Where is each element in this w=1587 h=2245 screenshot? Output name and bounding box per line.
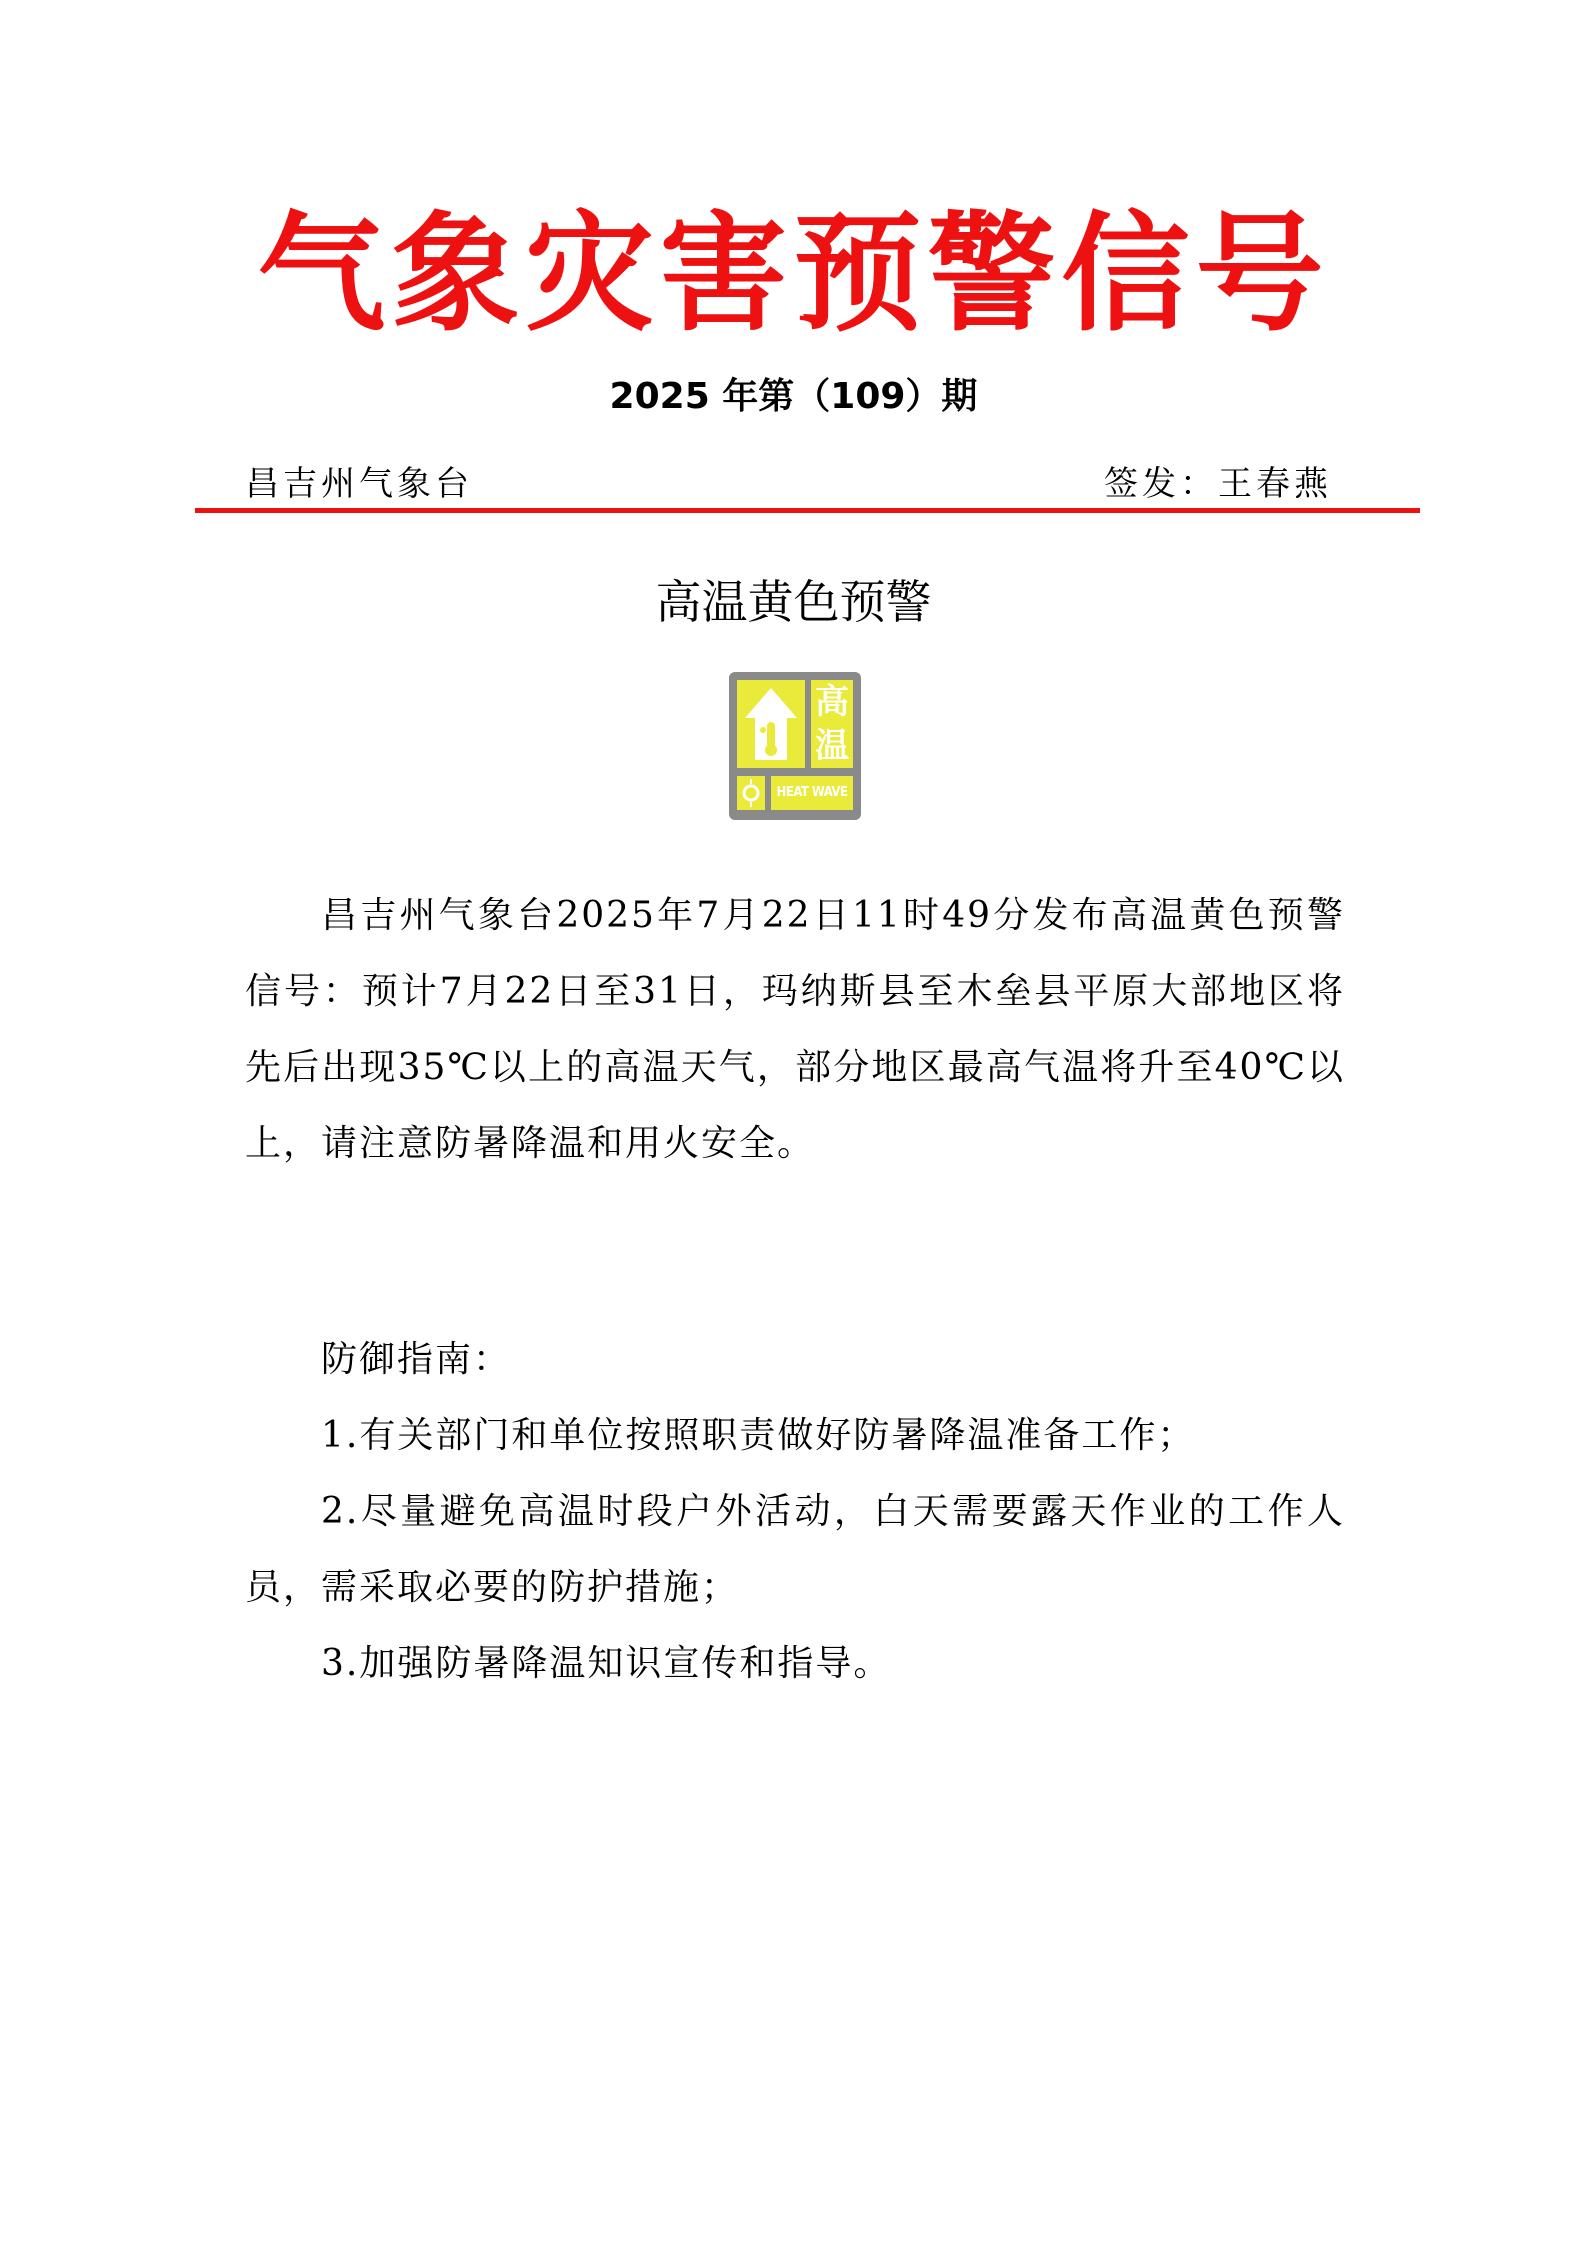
guide-list (245, 1398, 1345, 1702)
masthead-title: 气象灾害预警信号 (257, 200, 1330, 349)
signal-label-text: HEAT WAVE (776, 785, 848, 800)
warning-title: 高温黄色预警 (655, 575, 932, 629)
red-divider (195, 508, 1420, 513)
heat-wave-yellow-signal-icon (729, 672, 861, 820)
signal-chars (811, 680, 853, 768)
signal-char: 高 (815, 682, 849, 722)
guide-heading: 防御指南： (321, 1339, 512, 1380)
issue-number: 2025 年第（109）期 (609, 376, 978, 417)
signer: 签发：王春燕 (1104, 464, 1332, 504)
signal-char: 温 (815, 726, 849, 766)
signal-label (771, 776, 853, 810)
guide-item: 1.有关部门和单位按照职责做好防暑降温准备工作； (321, 1415, 1196, 1456)
sun-icon (737, 776, 765, 810)
thermometer-house-icon (737, 680, 805, 768)
warning-body: 昌吉州气象台2025年7月22日11时49分发布高温黄色预警信号：预计7月22日至31日，玛纳斯县至木垒县平原大部地区将先后出现35℃以上的高温天气，部分地区最高气温将升至40℃以上，请注意防暑降温和用火安全。 (245, 895, 1345, 1164)
guide-item: 2.尽量避免高温时段户外活动，白天需要露天作业的工作人员，需采取必要的防护措施； (245, 1491, 1345, 1608)
guide-item: 3.加强防暑降温知识宣传和指导。 (321, 1643, 892, 1684)
issuing-agency: 昌吉州气象台 (245, 464, 473, 504)
